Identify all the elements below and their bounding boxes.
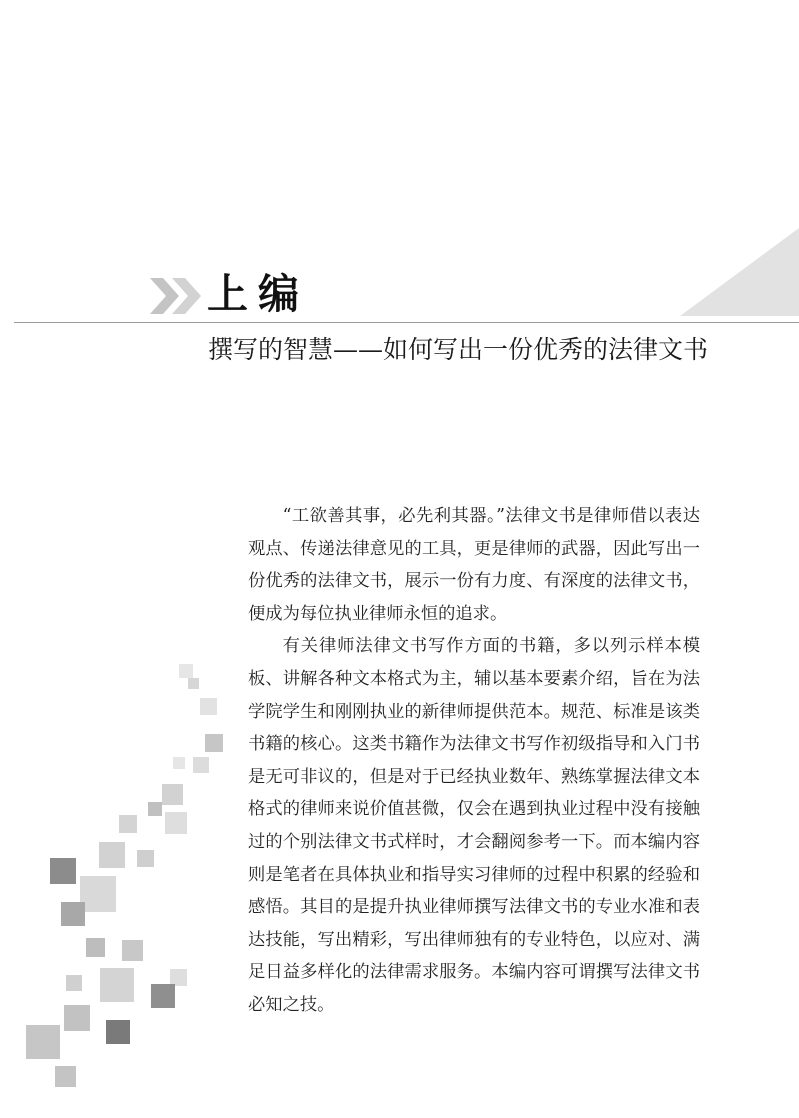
paragraph: “工欲善其事，必先利其器。”法律文书是律师借以表达观点、传递法律意见的工具，更是律师的武器，因此写出一份优秀的法律文书，展示一份有力度、有深度的法律文书，便成为每位执业律师永恒的追求。 (248, 506, 700, 624)
double-chevron-right-icon (150, 278, 206, 314)
body-text (248, 500, 700, 1022)
paragraph: 有关律师法律文书写作方面的书籍，多以列示样本模板、讲解各种文本格式为主，辅以基本要素介绍，旨在为法学院学生和刚刚执业的新律师提供范本。规范、标准是该类书籍的核心。这类书籍作为法律文书写作初级指导和入门书是无可非议的，但是对于已经执业数年、熟练掌握法律文本格式的律师来说价值甚微，仅会在遇到执业过程中没有接触过的个别法律文书式样时，才会翻阅参考一下。而本编内容则是笔者在具体执业和指导实习律师的过程中积累的经验和感悟。其目的是提升执业律师撰写法律文书的专业水准和表达技能，写出精彩，写出律师独有的专业特色，以应对、满足日益多样化的法律需求服务。本编内容可谓撰写法律文书必知之技。 (248, 636, 700, 1015)
part-subtitle: 撰写的智慧——如何写出一份优秀的法律文书 (208, 335, 709, 364)
part-title: 上编 (207, 270, 309, 318)
header-divider (14, 322, 799, 323)
